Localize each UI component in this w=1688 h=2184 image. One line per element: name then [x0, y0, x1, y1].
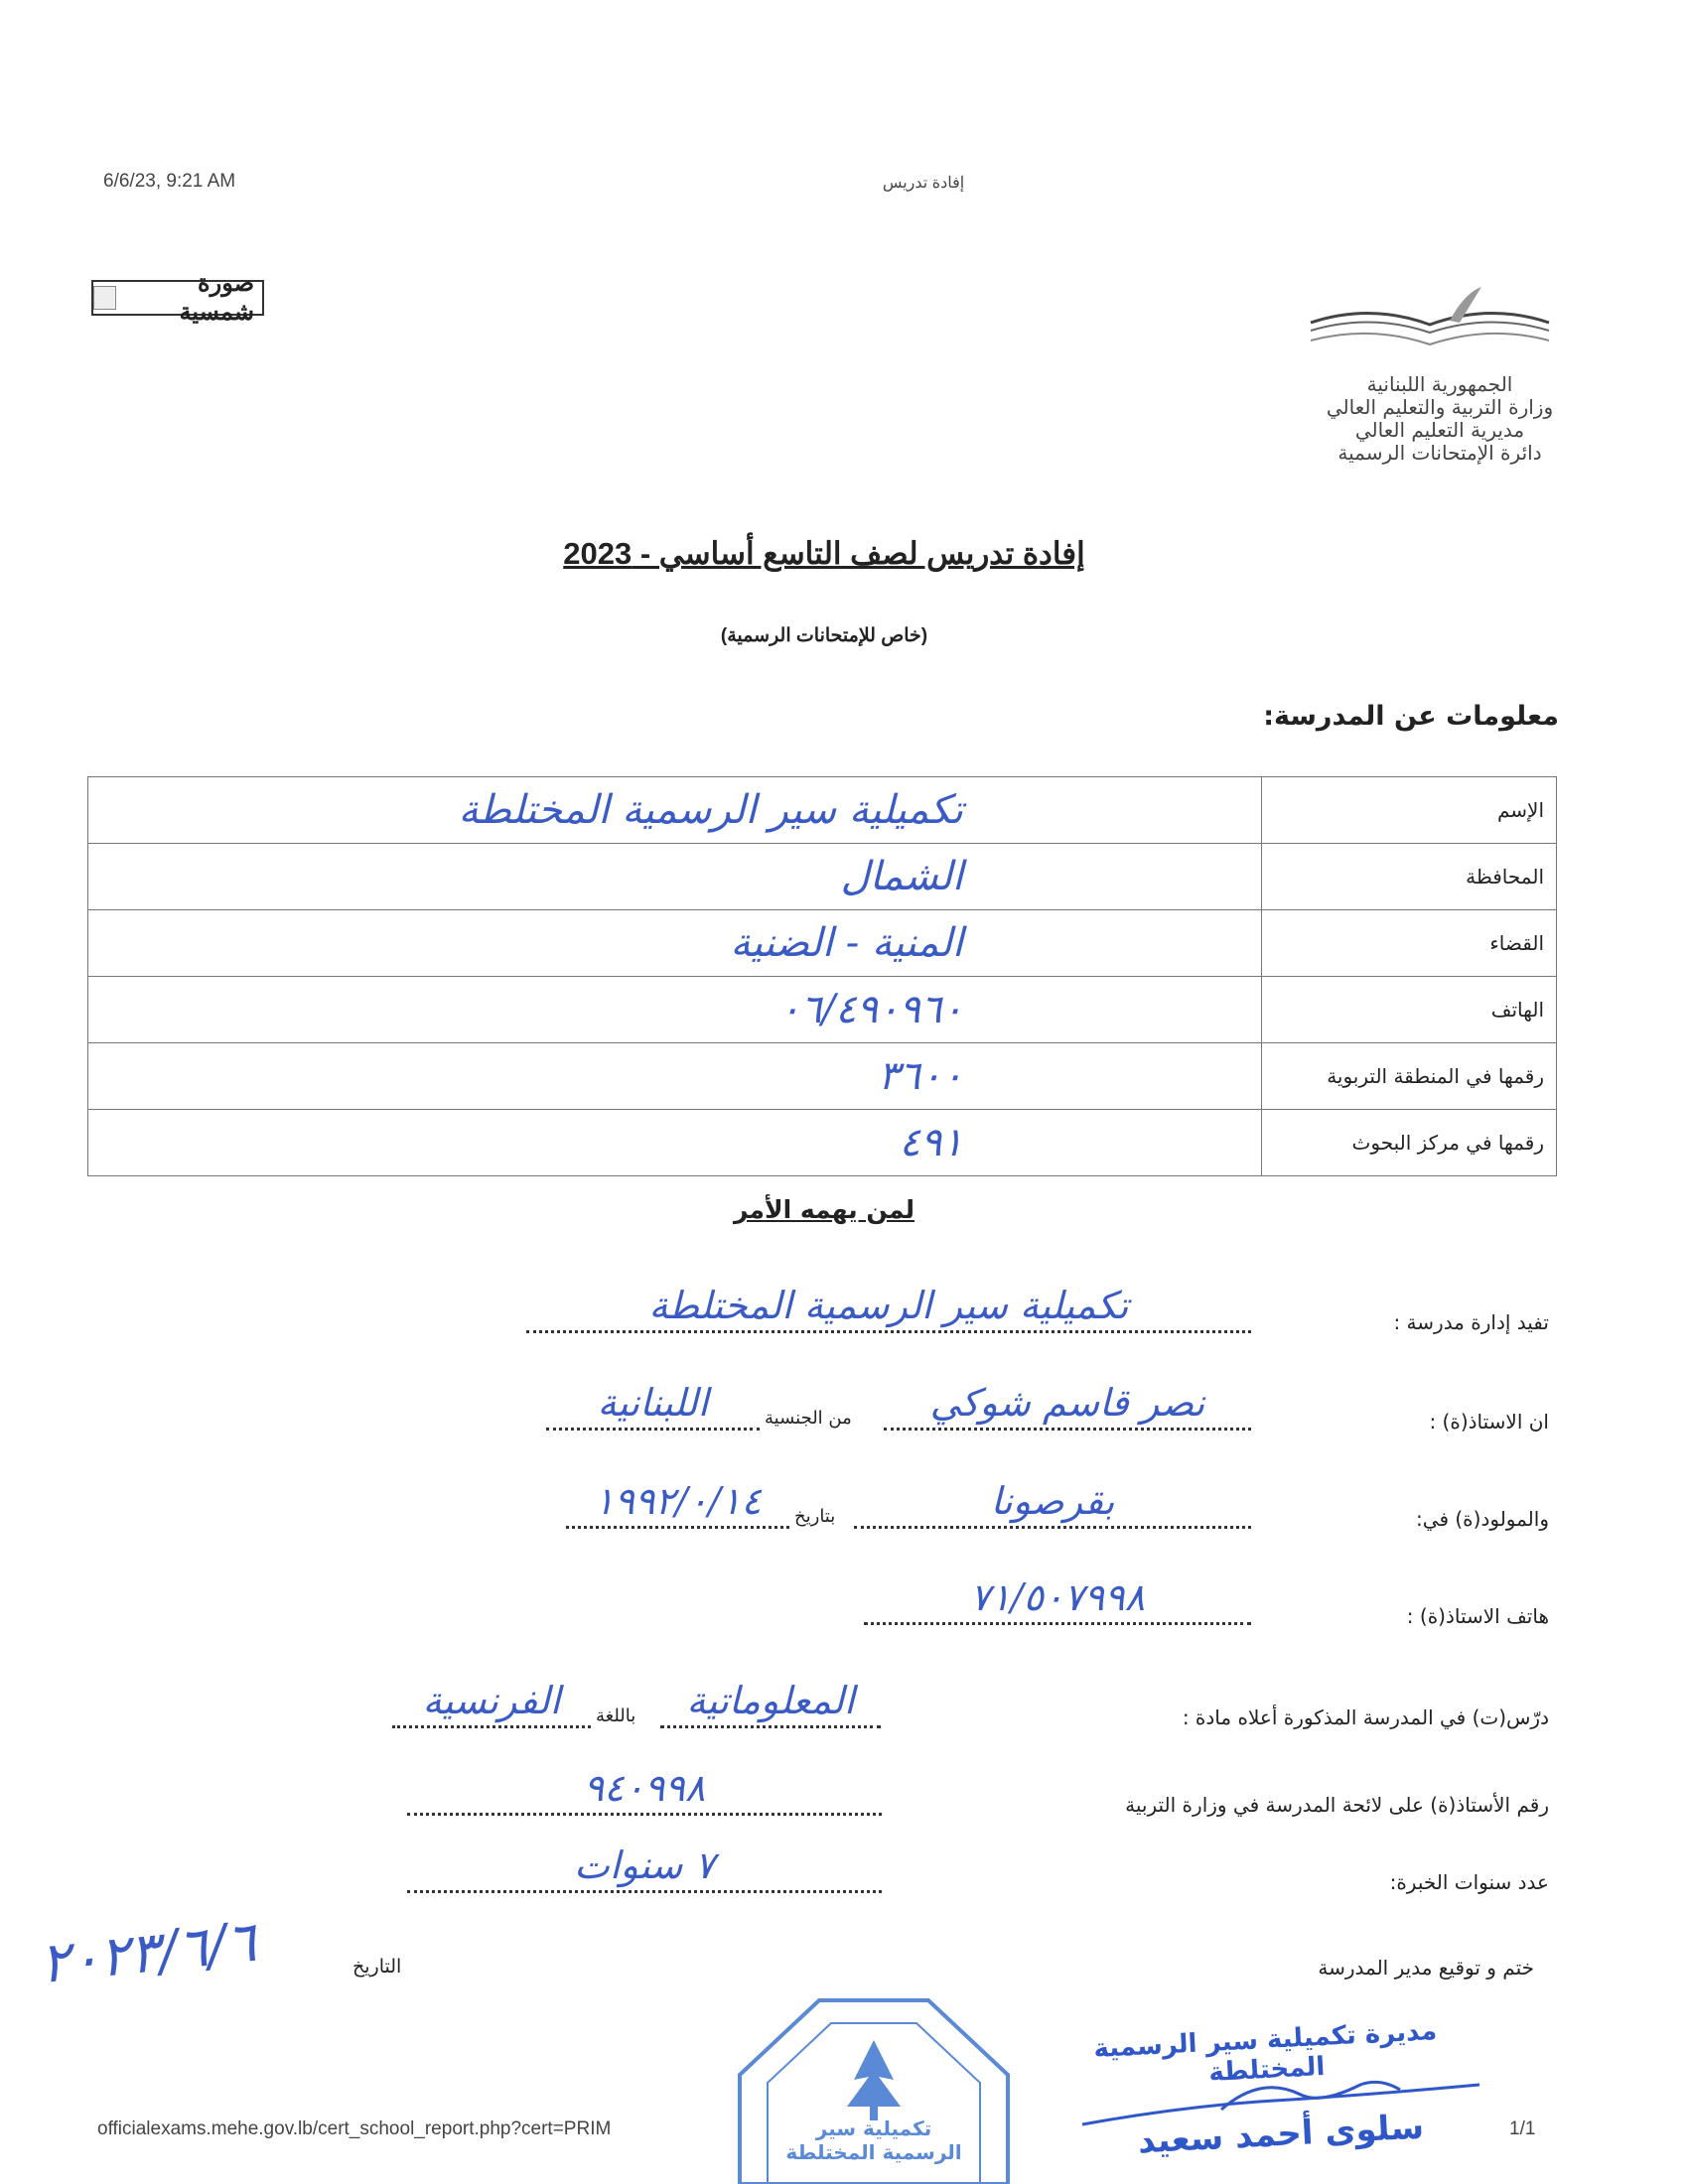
teacher-name-field: نصر قاسم شوكي [884, 1378, 1251, 1431]
stamp-signature-label: ختم و توقيع مدير المدرسة [1318, 1956, 1534, 1979]
school-admin-label: تفيد إدارة مدرسة : [1393, 1310, 1549, 1334]
registry-number-field: ٩٤٠٩٩٨ [407, 1763, 882, 1816]
print-page-title: إفادة تدريس [882, 175, 965, 192]
row-value: المنية - الضنية [88, 910, 1262, 977]
row-label: رقمها في مركز البحوث [1262, 1110, 1557, 1176]
taught-subject-label: درّس(ت) في المدرسة المذكورة أعلاه مادة : [1182, 1706, 1549, 1729]
row-value: ٠٦/٤٩٠٩٦٠ [88, 977, 1262, 1043]
seal-text: تكميلية سير الرسمية المختلطة [785, 2116, 962, 2164]
print-timestamp: 6/6/23, 9:21 AM [103, 171, 236, 192]
nationality-label: من الجنسية [765, 1408, 852, 1429]
document-title: إفادة تدريس لصف التاسع أساسي - 2023 [563, 536, 1085, 571]
table-row [88, 910, 1557, 977]
registry-number-label: رقم الأستاذ(ة) على لائحة المدرسة في وزارة التربية [1125, 1793, 1549, 1817]
experience-label: عدد سنوات الخبرة: [1389, 1870, 1549, 1894]
nationality-field: اللبنانية [546, 1378, 760, 1431]
director-title: مديرة تكميلية سير الرسمية المختلطة [1092, 2015, 1438, 2089]
experience-field: ٧ سنوات [407, 1841, 882, 1893]
subject-field: المعلوماتية [660, 1676, 881, 1728]
table-row [88, 777, 1557, 844]
photo-placeholder [91, 270, 264, 326]
date-label: التاريخ [352, 1956, 402, 1978]
footer-page-number: 1/1 [1509, 2118, 1536, 2139]
section-heading-school-info: معلومات عن المدرسة: [1263, 701, 1559, 732]
to-whom-heading: لمن يهمه الأمر [733, 1195, 915, 1224]
row-label: رقمها في المنطقة التربوية [1262, 1043, 1557, 1110]
table-row [88, 844, 1557, 910]
row-label: الإسم [1262, 777, 1557, 844]
ministry-line-department: دائرة الإمتحانات الرسمية [1337, 441, 1542, 465]
broken-image-icon [93, 286, 116, 310]
language-field: الفرنسية [392, 1676, 591, 1728]
school-info-table [87, 776, 1557, 1176]
teacher-phone-field: ٧١/٥٠٧٩٩٨ [864, 1572, 1251, 1625]
row-value: ٣٦٠٠ [88, 1043, 1262, 1110]
row-value: الشمال [88, 844, 1262, 910]
photo-label: صورة شمسية [179, 270, 254, 326]
teacher-phone-label: هاتف الاستاذ(ة) : [1406, 1604, 1549, 1628]
document-subtitle: (خاص للإمتحانات الرسمية) [720, 625, 928, 646]
born-label: والمولود(ة) في: [1416, 1507, 1549, 1531]
handwritten-date: ٢٠٢٣/٦/٦ [37, 1909, 260, 1997]
table-row [88, 977, 1557, 1043]
ministry-line-ministry: وزارة التربية والتعليم العالي [1326, 395, 1554, 419]
school-admin-field: تكميلية سير الرسمية المختلطة [526, 1281, 1251, 1333]
birth-place-field: بقرصونا [854, 1476, 1251, 1529]
row-label: الهاتف [1262, 977, 1557, 1043]
table-row [88, 1043, 1557, 1110]
teacher-label: ان الاستاذ(ة) : [1429, 1410, 1549, 1433]
ministry-line-republic: الجمهورية اللبنانية [1366, 372, 1513, 396]
ministry-book-logo-icon [1301, 283, 1559, 372]
row-value: تكميلية سير الرسمية المختلطة [88, 777, 1262, 844]
table-row [88, 1110, 1557, 1176]
language-label: باللغة [596, 1706, 636, 1726]
ministry-block [1296, 373, 1584, 465]
row-value: ٤٩١ [88, 1110, 1262, 1176]
director-name: سلوى أحمد سعيد [1137, 2107, 1425, 2162]
footer-url: officialexams.mehe.gov.lb/cert_school_report.php?cert=PRIM [97, 2118, 612, 2139]
birth-date-field: ١٩٩٢/٠/١٤ [566, 1476, 789, 1529]
row-label: القضاء [1262, 910, 1557, 977]
birth-date-label: بتاريخ [794, 1506, 836, 1527]
ministry-line-directorate: مديرية التعليم العالي [1354, 418, 1525, 442]
row-label: المحافظة [1262, 844, 1557, 910]
